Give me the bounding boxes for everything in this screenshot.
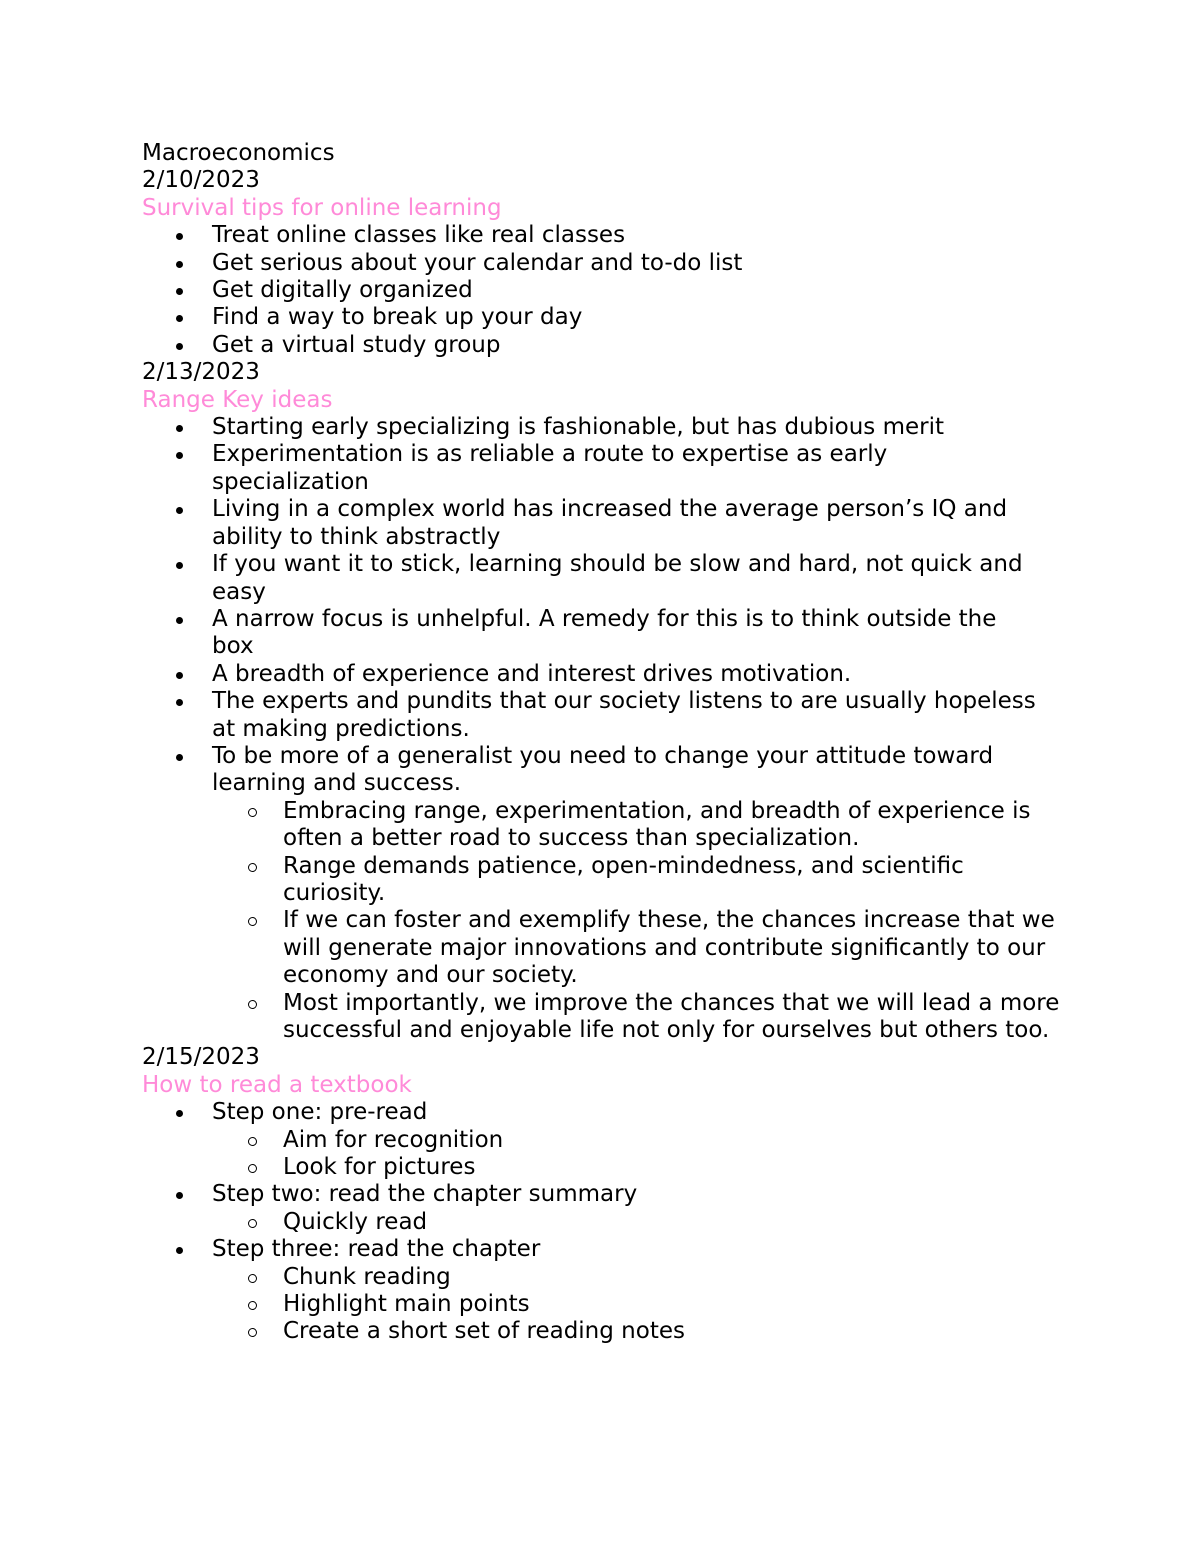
list-item: Step three: read the chapter [212,1236,541,1263]
section-date: 2/13/2023 [142,359,260,386]
document-title: Macroeconomics [142,140,335,166]
list-item: Experimentation is as reliable a route to expertise as early specialization [212,441,888,495]
sub-list-item: Look for pictures [283,1154,476,1181]
list-item: If you want it to stick, learning should be slow and hard, not quick and easy [212,551,1023,605]
sub-list-item: Embracing range, experimentation, and breadth of experience is often a better road to success than specialization. [283,797,1031,852]
list-item: A breadth of experience and interest drives motivation. [212,660,852,687]
list-item: A narrow focus is unhelpful. A remedy for this is to think outside the box [212,605,997,660]
section-date: 2/15/2023 [142,1044,260,1071]
sub-list-item: Aim for recognition [283,1126,504,1153]
list-item: Living in a complex world has increased the average person’s IQ and ability to think abstractly [212,496,1008,550]
section-2-10-2023 [142,167,1072,359]
document-page [142,140,1072,1346]
sub-list-item: If we can foster and exemplify these, the chances increase that we will generate major innovations and contribute significantly to our economy and our society. [283,907,1055,989]
list-item: Find a way to break up your day [212,304,583,331]
list-item: To be more of a generalist you need to change your attitude toward learning and success. [212,742,994,797]
list-item: Get a virtual study group [212,331,501,358]
list-item: Treat online classes like real classes [212,222,626,249]
section-heading: Range Key ideas [142,386,333,413]
list-item: Step one: pre-read [212,1099,428,1126]
sub-list-item: Most importantly, we improve the chances that we will lead a more successful and enjoyable life not only for ourselves but others too. [283,989,1060,1043]
sub-list-item: Chunk reading [283,1263,451,1290]
bullet-list [142,414,1072,1044]
bullet-list [142,222,1072,359]
list-item: Get digitally organized [212,277,473,304]
section-heading: How to read a textbook [142,1071,412,1098]
sub-list-item: Create a short set of reading notes [283,1318,685,1345]
list-item: The experts and pundits that our society listens to are usually hopeless at making predictions. [212,688,1036,742]
sub-list-item: Range demands patience, open-mindedness, and scientific curiosity. [283,852,964,906]
list-item: Step two: read the chapter summary [212,1181,638,1208]
section-heading: Survival tips for online learning [142,194,502,221]
list-item: Get serious about your calendar and to-do list [212,249,743,276]
list-item: Starting early specializing is fashionable, but has dubious merit [212,414,945,441]
sub-list-item: Highlight main points [283,1291,530,1318]
section-2-15-2023 [142,1044,1072,1345]
section-date: 2/10/2023 [142,167,260,194]
bullet-list [142,1099,1072,1346]
sub-list-item: Quickly read [283,1208,428,1235]
section-2-13-2023 [142,359,1072,1044]
